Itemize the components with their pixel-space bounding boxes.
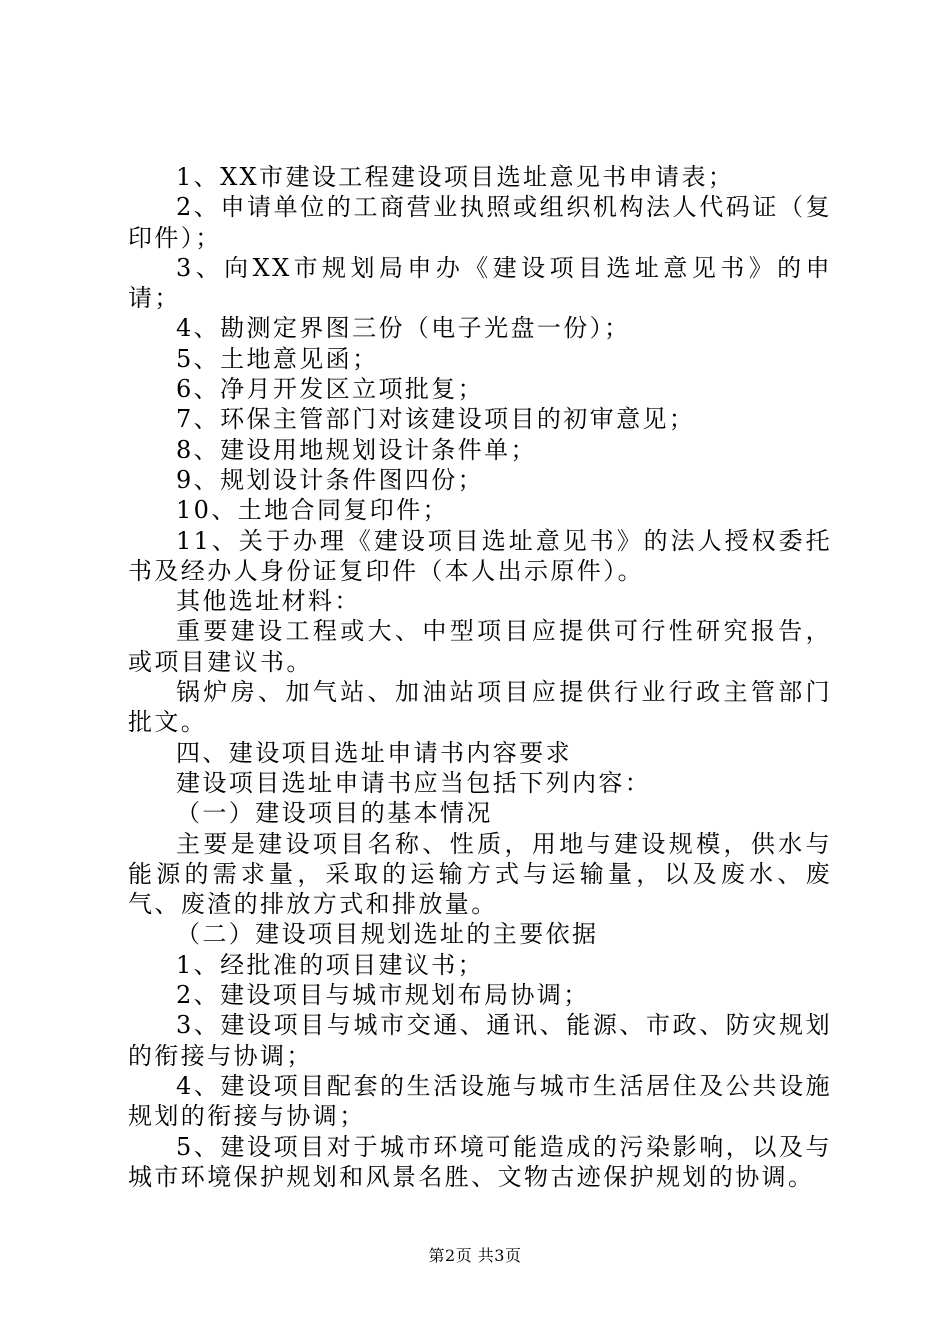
other-materials-item-1: 重要建设工程或大、中型项目应提供可行性研究报告，或项目建议书。 — [128, 617, 832, 676]
list-item-3: 3、向XX市规划局申办《建设项目选址意见书》的申请； — [128, 253, 832, 313]
subsection-heading-2: （二）建设项目规划选址的主要依据 — [176, 920, 599, 949]
subsection-heading-1: （一）建设项目的基本情况 — [176, 799, 493, 828]
list-item-1: 1、XX市建设工程建设项目选址意见书申请表； — [176, 163, 735, 191]
list-item-2: 2、申请单位的工商营业执照或组织机构法人代码证（复印件）； — [128, 193, 832, 252]
page-number-label: 第2页 共3页 — [428, 1246, 522, 1265]
subsection-body-1: 主要是建设项目名称、性质，用地与建设规模，供水与能源的需求量，采取的运输方式与运输量，以及废水、废气、废渣的排放方式和排放量。 — [128, 829, 832, 919]
page-footer — [0, 1246, 950, 1266]
other-materials-heading: 其他选址材料： — [176, 587, 361, 616]
list-item-10: 10、土地合同复印件； — [176, 496, 449, 525]
list-item-5: 5、土地意见函； — [176, 344, 379, 373]
list-item-6: 6、净月开发区立项批复； — [176, 375, 485, 404]
other-materials-item-2: 锅炉房、加气站、加油站项目应提供行业行政主管部门批文。 — [128, 678, 832, 737]
list-item-7: 7、环保主管部门对该建设项目的初审意见； — [176, 405, 696, 434]
list-item-4: 4、勘测定界图三份（电子光盘一份）； — [176, 314, 631, 343]
basis-item-3: 3、建设项目与城市交通、通讯、能源、市政、防灾规划的衔接与协调； — [128, 1011, 832, 1070]
section-intro: 建设项目选址申请书应当包括下列内容： — [176, 768, 652, 797]
list-item-9: 9、规划设计条件图四份； — [176, 465, 485, 494]
basis-item-1: 1、经批准的项目建议书； — [176, 950, 485, 979]
section-heading-4: 四、建设项目选址申请书内容要求 — [176, 738, 572, 767]
basis-item-2: 2、建设项目与城市规划布局协调； — [176, 981, 590, 1010]
list-item-8: 8、建设用地规划设计条件单； — [176, 435, 537, 464]
basis-item-4: 4、建设项目配套的生活设施与城市生活居住及公共设施规划的衔接与协调； — [128, 1071, 832, 1131]
basis-item-5: 5、建设项目对于城市环境可能造成的污染影响，以及与城市环境保护规划和风景名胜、文物古迹保护规划的协调。 — [128, 1132, 832, 1191]
document-body — [128, 162, 832, 1192]
list-item-11: 11、关于办理《建设项目选址意见书》的法人授权委托书及经办人身份证复印件（本人出示原件）。 — [128, 526, 832, 585]
